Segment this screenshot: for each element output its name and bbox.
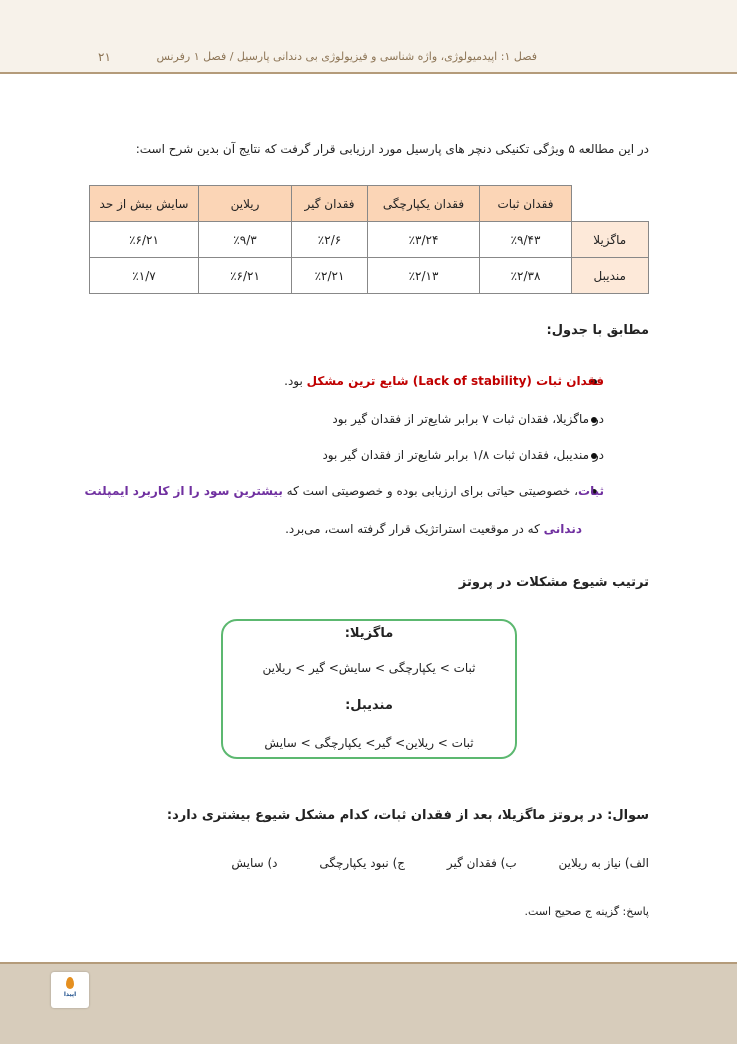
- bullet-item-4-continued: [285, 522, 582, 536]
- logo-text: اپیدا: [63, 991, 77, 998]
- table-header-cell: سایش بیش از حد: [90, 186, 199, 222]
- table-cell: ۳۸/٪۲: [480, 258, 572, 294]
- table-cell: ۲۱/٪۶: [199, 258, 292, 294]
- table-row: [90, 258, 649, 294]
- table-corner: [572, 186, 649, 222]
- table-header-row: [90, 186, 649, 222]
- table-header-cell: فقدان یکپارچگی: [368, 186, 480, 222]
- option-a: الف) نیاز به ریلاین: [558, 856, 649, 870]
- question-text: سوال: در پروتز ماگزیلا، بعد از فقدان ثبات، کدام مشکل شیوع بیشتری دارد:: [166, 808, 649, 823]
- bullet-item-4: [85, 484, 604, 498]
- table-cell: ۲۱/٪۶: [90, 222, 199, 258]
- chapter-title: فصل ۱: اپیدمیولوژی، واژه شناسی و فیزیولوژی بی دندانی پارسیل / فصل ۱ رفرنس: [156, 50, 537, 63]
- row-label: مندیبل: [572, 258, 649, 294]
- mandible-order: ثبات > ریلاین> گیر> یکپارچگی > سایش: [264, 736, 474, 750]
- option-d: د) سایش: [231, 856, 278, 870]
- bullet-item-2: در ماگزیلا، فقدان ثبات ۷ برابر شایع‌تر از فقدان گیر بود: [332, 412, 604, 426]
- bullet-emphasis: ثبات: [578, 484, 604, 498]
- maxilla-title: ماگزیلا:: [344, 626, 394, 641]
- table-cell: ۲۴/٪۳: [368, 222, 480, 258]
- bullet-emphasis: دندانی: [543, 522, 582, 536]
- according-heading: مطابق با جدول:: [546, 323, 649, 338]
- bullet-emphasis: بیشترین سود را از کاربرد ایمپلنت: [84, 484, 283, 498]
- intro-paragraph: در این مطالعه ۵ ویژگی تکنیکی دنچر های پارسیل مورد ارزیابی قرار گرفت که نتایج آن بدین شرح است:: [135, 142, 649, 156]
- order-box: [221, 619, 517, 759]
- bullet-emphasis: فقدان ثبات (Lack of stability) شایع ترین مشکل: [306, 374, 604, 388]
- page-header: [0, 0, 737, 74]
- table-cell: ۳/٪۹: [199, 222, 292, 258]
- table-cell: ۶/٪۲: [292, 222, 368, 258]
- publisher-logo: [51, 972, 89, 1008]
- page-number: ۲۱: [98, 50, 111, 64]
- bullet-text: ، خصوصیتی حیاتی برای ارزیابی بوده و خصوصیتی است که: [282, 484, 579, 498]
- bullet-item-3: در مندیبل، فقدان ثبات ۱/۸ برابر شایع‌تر از فقدان گیر بود: [322, 448, 604, 462]
- table-header-cell: فقدان ثبات: [480, 186, 572, 222]
- flame-icon: [66, 977, 74, 989]
- answer-text: پاسخ: گزینه ج صحیح است.: [524, 905, 649, 918]
- bullet-text: بود.: [284, 374, 307, 388]
- table-cell: ۴۳/٪۹: [480, 222, 572, 258]
- problems-table: [89, 185, 649, 294]
- bullet-item-1: [284, 374, 604, 388]
- row-label: ماگزیلا: [572, 222, 649, 258]
- page-footer: [0, 962, 737, 1044]
- options-row: [193, 856, 649, 870]
- option-c: ج) نبود یکپارچگی: [319, 856, 406, 870]
- bullet-text: که در موقعیت استراتژیک قرار گرفته است، می‌برد.: [285, 522, 544, 536]
- table-cell: ۲۱/٪۲: [292, 258, 368, 294]
- table-cell: ۱۳/٪۲: [368, 258, 480, 294]
- table-cell: ۷/٪۱: [90, 258, 199, 294]
- table-header-cell: فقدان گیر: [292, 186, 368, 222]
- order-heading: ترتیب شیوع مشکلات در پروتز: [458, 575, 649, 590]
- maxilla-order: ثبات > یکپارچگی > سایش> گیر > ریلاین: [262, 661, 476, 675]
- mandible-title: مندیبل:: [345, 698, 393, 713]
- option-b: ب) فقدان گیر: [446, 856, 517, 870]
- table-header-cell: ریلاین: [199, 186, 292, 222]
- table-row: [90, 222, 649, 258]
